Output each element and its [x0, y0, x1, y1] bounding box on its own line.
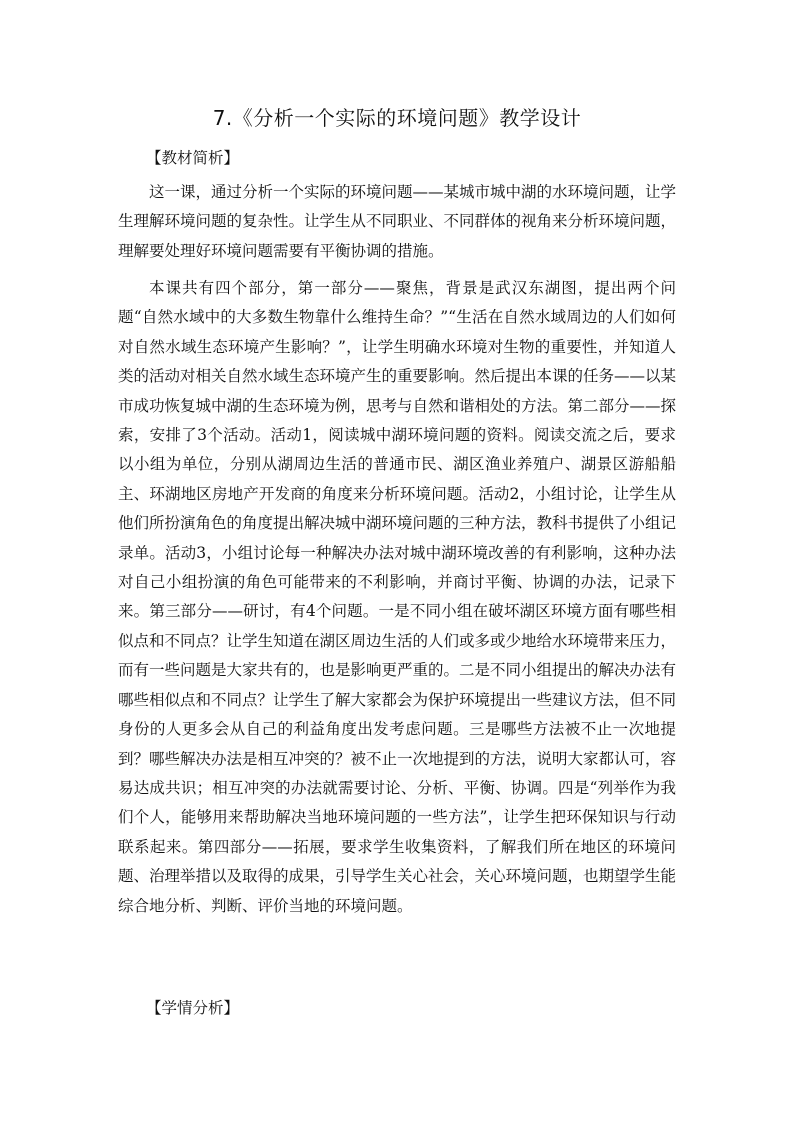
paragraph-intro: 这一课，通过分析一个实际的环境问题——某城市城中湖的水环境问题，让学生理解环境问题的复杂性。让学生从不同职业、不同群体的视角来分析环境问题，理解要处理好环境问题需要有平衡协调的措施。	[118, 183, 677, 260]
section-heading-student-analysis: 【学情分析】	[146, 999, 240, 1017]
document-title: 7.《分析一个实际的环境问题》教学设计	[212, 106, 582, 130]
section-heading-textbook-analysis: 【教材简析】	[146, 149, 240, 167]
paragraph-lesson-structure: 本课共有四个部分，第一部分——聚焦，背景是武汉东湖图，提出两个问题“自然水域中的大多数生物靠什么维持生命？”“生活在自然水域周边的人们如何对自然水域生态环境产生影响？”，让学生明确水环境对生物的重要性，并知道人类的活动对相关自然水域生态环境产生的重要影响。然后提出本课的任务——以某市成功恢复城中湖的生态环境为例，思考与自然和谐相处的方法。第二部分——探索，安排了3个活动。活动1，阅读城中湖环境问题的资料。阅读交流之后，要求以小组为单位，分别从湖周边生活的普通市民、湖区渔业养殖户、湖景区游船船主、环湖地区房地产开发商的角度来分析环境问题。活动2，小组讨论，让学生从他们所扮演角色的角度提出解决城中湖环境问题的三种方法，教科书提供了小组记录单。活动3，小组讨论每一种解决办法对城中湖环境改善的有利影响，这种办法对自己小组扮演的角色可能带来的不利影响，并商讨平衡、协调的办法，记录下来。第三部分——研讨，有4个问题。一是不同小组在破坏湖区环境方面有哪些相似点和不同点？让学生知道在湖区周边生活的人们或多或少地给水环境带来压力，而有一些问题是大家共有的，也是影响更严重的。二是不同小组提出的解决办法有哪些相似点和不同点？让学生了解大家都会为保护环境提出一些建议方法，但不同身份的人更多会从自己的利益角度出发考虑问题。三是哪些方法被不止一次地提到？哪些解决办法是相互冲突的？被不止一次地提到的方法，说明大家都认可，容易达成共识；相互冲突的办法就需要讨论、分析、平衡、协调。四是“列举作为我们个人，能够用来帮助解决当地环境问题的一些方法”，让学生把环保知识与行动联系起来。第四部分——拓展，要求学生收集资料，了解我们所在地区的环境问题、治理举措以及取得的成果，引导学生关心社会，关心环境问题，也期望学生能综合地分析、判断、评价当地的环境问题。	[118, 279, 677, 915]
